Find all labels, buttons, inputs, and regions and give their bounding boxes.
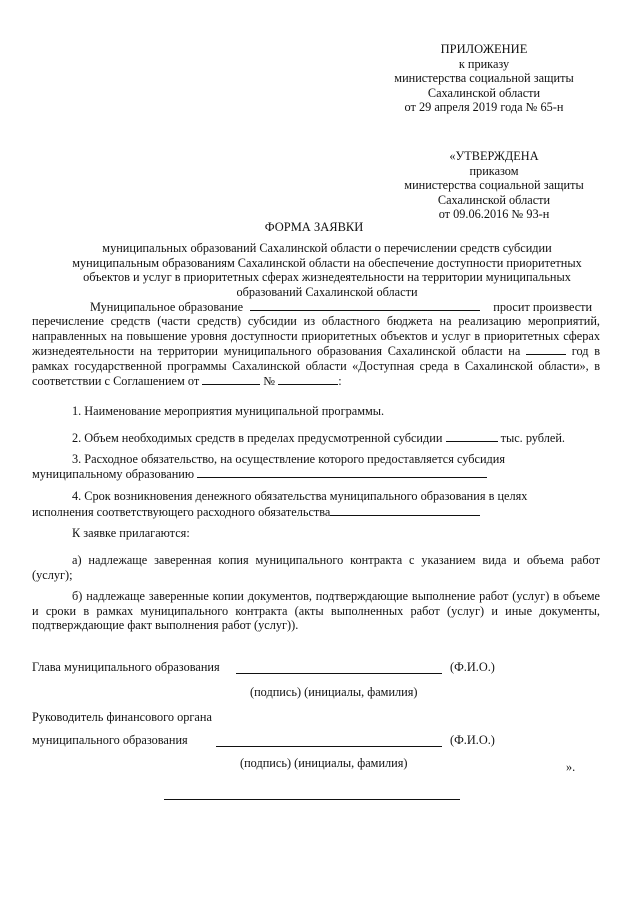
intro-year-text: год в рамках государственной программы Сахалинской области «Доступная среда в Сахалинской области», в соответствии с Соглашением от xyxy=(32,344,601,389)
intro-label: Муниципальное образование xyxy=(90,300,244,314)
appendix-line: к приказу xyxy=(458,56,510,71)
item-3-line1: 3. Расходное обязательство, на осуществление которого предоставляется субсидия xyxy=(72,452,506,466)
item-4-line1: 4. Срок возникновения денежного обязательства муниципального образования в целях xyxy=(72,489,528,503)
agreement-no-label: № xyxy=(263,374,276,389)
amount-blank[interactable] xyxy=(446,430,498,442)
intro-first-line xyxy=(32,299,600,315)
intro-text: перечисление средств (части средств) субсидии из областного бюджета на реализацию мероприятий, направленных на повышение уровня доступности приоритетных объектов и услуг в приоритетных сферах жизнедеятельности на территории муниципального образования Сахалинской области на xyxy=(32,314,600,359)
agreement-number-blank[interactable] xyxy=(278,373,338,385)
approved-line: от 09.06.2016 № 93-н xyxy=(438,207,550,222)
attachments-heading: К заявке прилагаются: xyxy=(72,526,190,540)
bottom-separator xyxy=(164,799,460,800)
item-1: 1. Наименование мероприятия муниципальной программы. xyxy=(72,404,385,418)
item-2-text: 2. Объем необходимых средств в пределах предусмотренной субсидии xyxy=(72,431,443,445)
appendix-line: Сахалинской области xyxy=(427,85,541,100)
intro-request: просит произвести xyxy=(493,300,593,314)
approved-title: «УТВЕРЖДЕНА xyxy=(449,149,539,163)
appendix-line: от 29 апреля 2019 года № 65-н xyxy=(404,100,564,115)
item-3-text: муниципальному образованию xyxy=(32,467,195,481)
approved-line: Сахалинской области xyxy=(437,192,551,207)
finance-fio-label: (Ф.И.О.) xyxy=(450,733,495,747)
approved-line: приказом xyxy=(469,163,519,178)
agreement-date-blank[interactable] xyxy=(202,373,260,385)
finance-label-1: Руководитель финансового органа xyxy=(32,710,212,724)
intro-end: : xyxy=(338,374,342,389)
deadline-blank[interactable] xyxy=(330,504,480,516)
attachment-a: а) надлежаще заверенная копия муниципального контракта с указанием вида и объема работ (услуг); xyxy=(32,553,600,582)
closing-quote: ». xyxy=(566,760,576,774)
head-signature-caption: (подпись) (инициалы, фамилия) xyxy=(250,685,418,699)
finance-signature-line[interactable] xyxy=(216,746,442,747)
finance-signature-caption: (подпись) (инициалы, фамилия) xyxy=(240,756,408,770)
approved-block xyxy=(380,149,608,222)
approved-line: министерства социальной защиты xyxy=(404,178,584,193)
form-title: ФОРМА ЗАЯВКИ xyxy=(264,220,364,234)
item-2 xyxy=(72,430,600,446)
item-2-unit: тыс. рублей. xyxy=(500,431,565,445)
item-3-line2 xyxy=(32,466,600,482)
finance-label-2: муниципального образования xyxy=(32,733,188,747)
municipality-blank[interactable] xyxy=(250,299,480,311)
attachment-b: б) надлежаще заверенные копии документов, подтверждающие выполнение работ (услуг) в объеме и сроки в рамках муниципального контракта (акты выполненных работ (услуг) и иные документы, подтверждающие факт выполнения работ (услуг)). xyxy=(32,589,600,633)
obligation-blank[interactable] xyxy=(197,466,487,478)
item-4-line2 xyxy=(32,504,600,520)
head-label: Глава муниципального образования xyxy=(32,660,220,674)
year-blank[interactable] xyxy=(526,343,566,355)
intro-paragraph xyxy=(32,314,600,389)
head-fio-label: (Ф.И.О.) xyxy=(450,660,495,674)
form-subtitle: муниципальных образований Сахалинской области о перечислении средств субсидии муниципальным образованиям Сахалинской области на обеспечение доступности приоритетных объектов и услуг в приоритетных сферах жизнедеятельности на территории муниципальных образований Сахалинской области xyxy=(72,241,582,299)
appendix-title: ПРИЛОЖЕНИЕ xyxy=(440,42,528,56)
appendix-line: министерства социальной защиты xyxy=(394,71,574,86)
item-4-text: исполнения соответствующего расходного обязательства xyxy=(32,505,331,519)
head-signature-line[interactable] xyxy=(236,673,442,674)
appendix-header xyxy=(360,42,608,115)
